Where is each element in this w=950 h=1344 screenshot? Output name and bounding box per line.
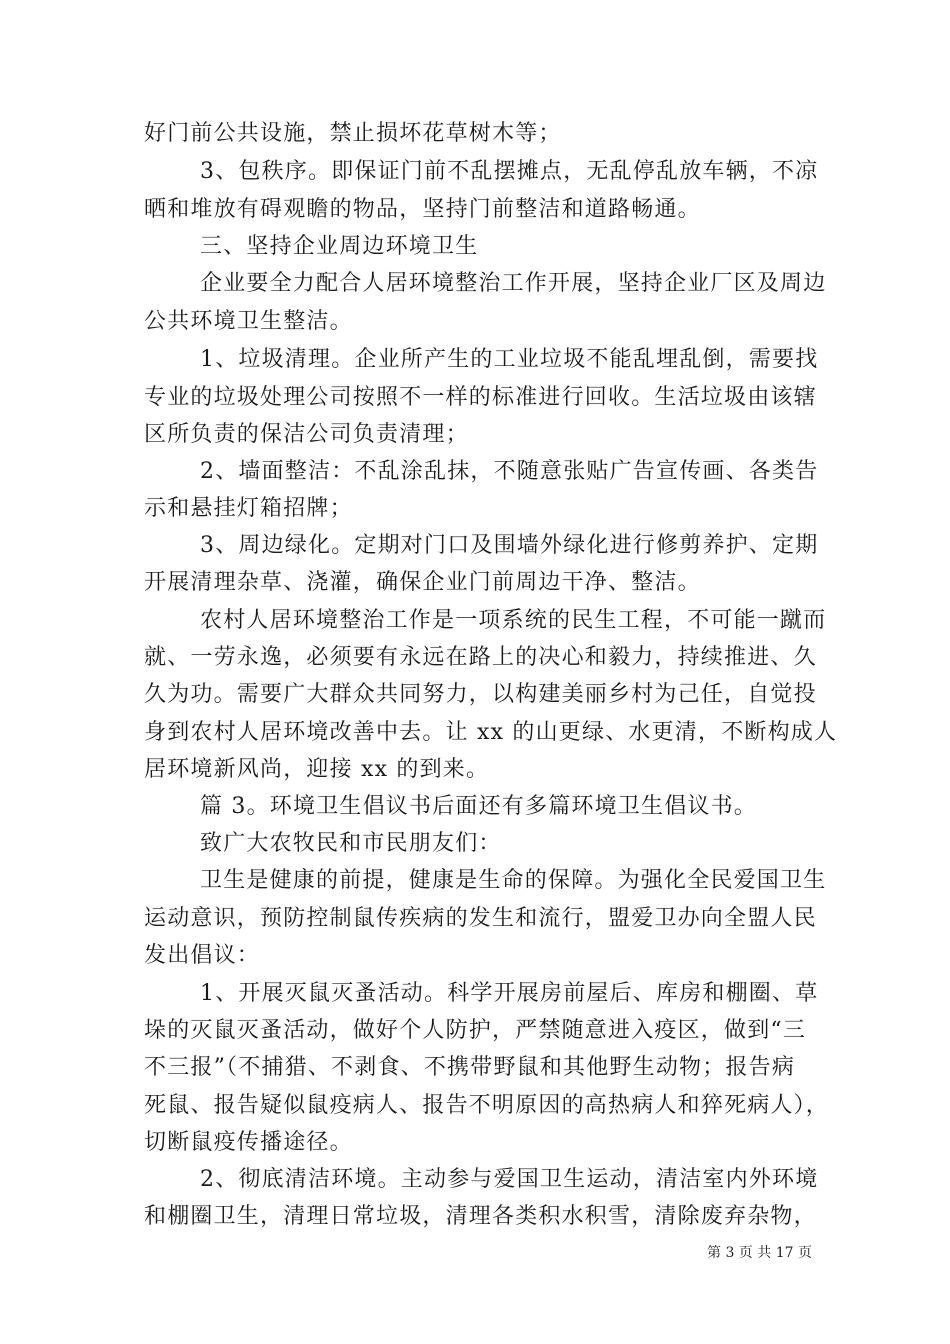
text-line: 和棚圈卫生，清理日常垃圾，清理各类积水积雪，清除废弃杂物， [144, 1204, 817, 1229]
text-line: 专业的垃圾处理公司按照不一样的标准进行回收。生活垃圾由该辖 [144, 385, 817, 410]
text-line: 身到农村人居环境改善中去。让 xx 的山更绿、水更清，不断构成人 [144, 720, 838, 745]
text-line: 3、周边绿化。定期对门口及围墙外绿化进行修剪养护、定期 [200, 533, 819, 558]
text-line: 致广大农牧民和市民朋友们： [200, 831, 502, 856]
text-line: 企业要全力配合人居环境整治工作开展，坚持企业厂区及周边 [200, 271, 827, 296]
text-line: 卫生是健康的前提，健康是生命的保障。为强化全民爱国卫生 [200, 868, 827, 893]
text-line: 不三报”（不捕猎、不剥食、不携带野鼠和其他野生动物；报告病 [144, 1055, 796, 1080]
text-line: 好门前公共设施，禁止损坏花草树木等； [144, 121, 562, 146]
text-line: 公共环境卫生整洁。 [144, 309, 353, 334]
text-line: 运动意识，预防控制鼠传疾病的发生和流行，盟爱卫办向全盟人民 [144, 906, 817, 931]
text-line: 农村人居环境整治工作是一项系统的民生工程，不可能一蹴而 [200, 608, 827, 633]
text-line: 篇 3。环境卫生倡议书后面还有多篇环境卫生倡议书。 [200, 794, 757, 819]
text-line: 1、垃圾清理。企业所产生的工业垃圾不能乱埋乱倒，需要找 [200, 347, 819, 372]
text-line: 垛的灭鼠灭蚤活动，做好个人防护，严禁随意进入疫区，做到“三 [144, 1018, 807, 1043]
text-line: 就、一劳永逸，必须要有永远在路上的决心和毅力，持续推进、久 [144, 645, 817, 670]
text-line: 3、包秩序。即保证门前不乱摆摊点，无乱停乱放车辆，不凉 [200, 159, 819, 184]
text-line: 发出倡议： [144, 943, 261, 968]
text-line: 2、墙面整洁：不乱涂乱抹，不随意张贴广告宣传画、各类告 [200, 459, 819, 484]
text-line: 区所负责的保洁公司负责清理； [144, 422, 469, 447]
text-line: 居环境新风尚，迎接 xx 的到来。 [144, 757, 490, 782]
text-line: 开展清理杂草、浇灌，确保企业门前周边干净、整洁。 [144, 570, 701, 595]
text-line: 死鼠、报告疑似鼠疫病人、报告不明原因的高热病人和猝死病人）， [144, 1093, 830, 1118]
text-line: 2、彻底清洁环境。主动参与爱国卫生运动，清洁室内外环境 [200, 1167, 819, 1192]
text-line: 晒和堆放有碍观瞻的物品，坚持门前整洁和道路畅通。 [144, 197, 701, 222]
text-line: 示和悬挂灯箱招牌； [144, 496, 353, 521]
text-line: 久为功。需要广大群众共同努力，以构建美丽乡村为己任，自觉投 [144, 682, 817, 707]
text-line: 切断鼠疫传播途径。 [144, 1130, 353, 1155]
text-line: 1、开展灭鼠灭蚤活动。科学开展房前屋后、库房和棚圈、草 [200, 981, 819, 1006]
page-number: 第 3 页 共 17 页 [707, 1245, 812, 1261]
section-heading: 三、坚持企业周边环境卫生 [200, 234, 479, 259]
